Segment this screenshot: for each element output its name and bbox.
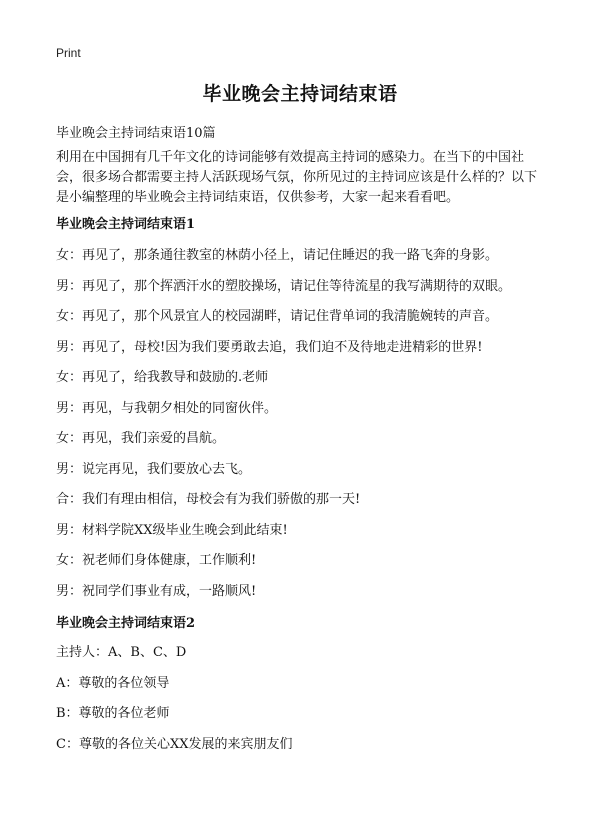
document-subtitle: 毕业晚会主持词结束语10篇 [56,126,216,141]
dialogue-line: 女：再见，我们亲爱的昌航。 [56,431,226,446]
section-heading-2: 毕业晚会主持词结束语2 [56,616,196,631]
intro-paragraph: 利用在中国拥有几千年文化的诗词能够有效提高主持词的感染力。在当下的中国社会，很多场合都需要主持人活跃现场气氛，你所见过的主持词应该是什么样的？以下是小编整理的毕业晚会主持词结束语，仅供参考，大家一起来看看吧。 [56,150,538,205]
dialogue-line: 男：材料学院XX级毕业生晚会到此结束! [56,522,288,538]
dialogue-line: 男：再见了，母校!因为我们要勇敢去追，我们迫不及待地走进精彩的世界! [56,339,483,355]
dialogue-line: B：尊敬的各位老师 [56,706,170,721]
dialogue-line: 主持人：A、B、C、D [56,645,187,660]
document-body [56,215,556,760]
dialogue-line: 女：祝老师们身体健康，工作顺利! [56,553,257,568]
dialogue-line: 女：再见了，那条通往教室的林荫小径上，请记住睡迟的我一路飞奔的身影。 [56,248,499,263]
dialogue-line: 男：祝同学们事业有成，一路顺风! [56,583,257,599]
print-link[interactable]: Print [56,46,81,60]
page-title: 毕业晚会主持词结束语 [202,83,398,105]
section-heading-1: 毕业晚会主持词结束语1 [56,217,196,232]
dialogue-line: 女：再见了，那个风景宜人的校园湖畔，请记住背单词的我清脆婉转的声音。 [56,309,499,324]
dialogue-line: 男：说完再见，我们要放心去飞。 [56,461,252,477]
dialogue-line: 男：再见，与我朝夕相处的同窗伙伴。 [56,400,278,416]
dialogue-line: 女：再见了，给我教导和鼓励的.老师 [56,370,269,385]
dialogue-line: 男：再见了，那个挥洒汗水的塑胶操场，请记住等待流星的我写满期待的双眼。 [56,278,512,294]
dialogue-line: C：尊敬的各位关心XX发展的来宾朋友们 [56,736,293,752]
dialogue-line: A：尊敬的各位领导 [56,675,170,691]
dialogue-line: 合：我们有理由相信，母校会有为我们骄傲的那一天! [56,492,361,507]
